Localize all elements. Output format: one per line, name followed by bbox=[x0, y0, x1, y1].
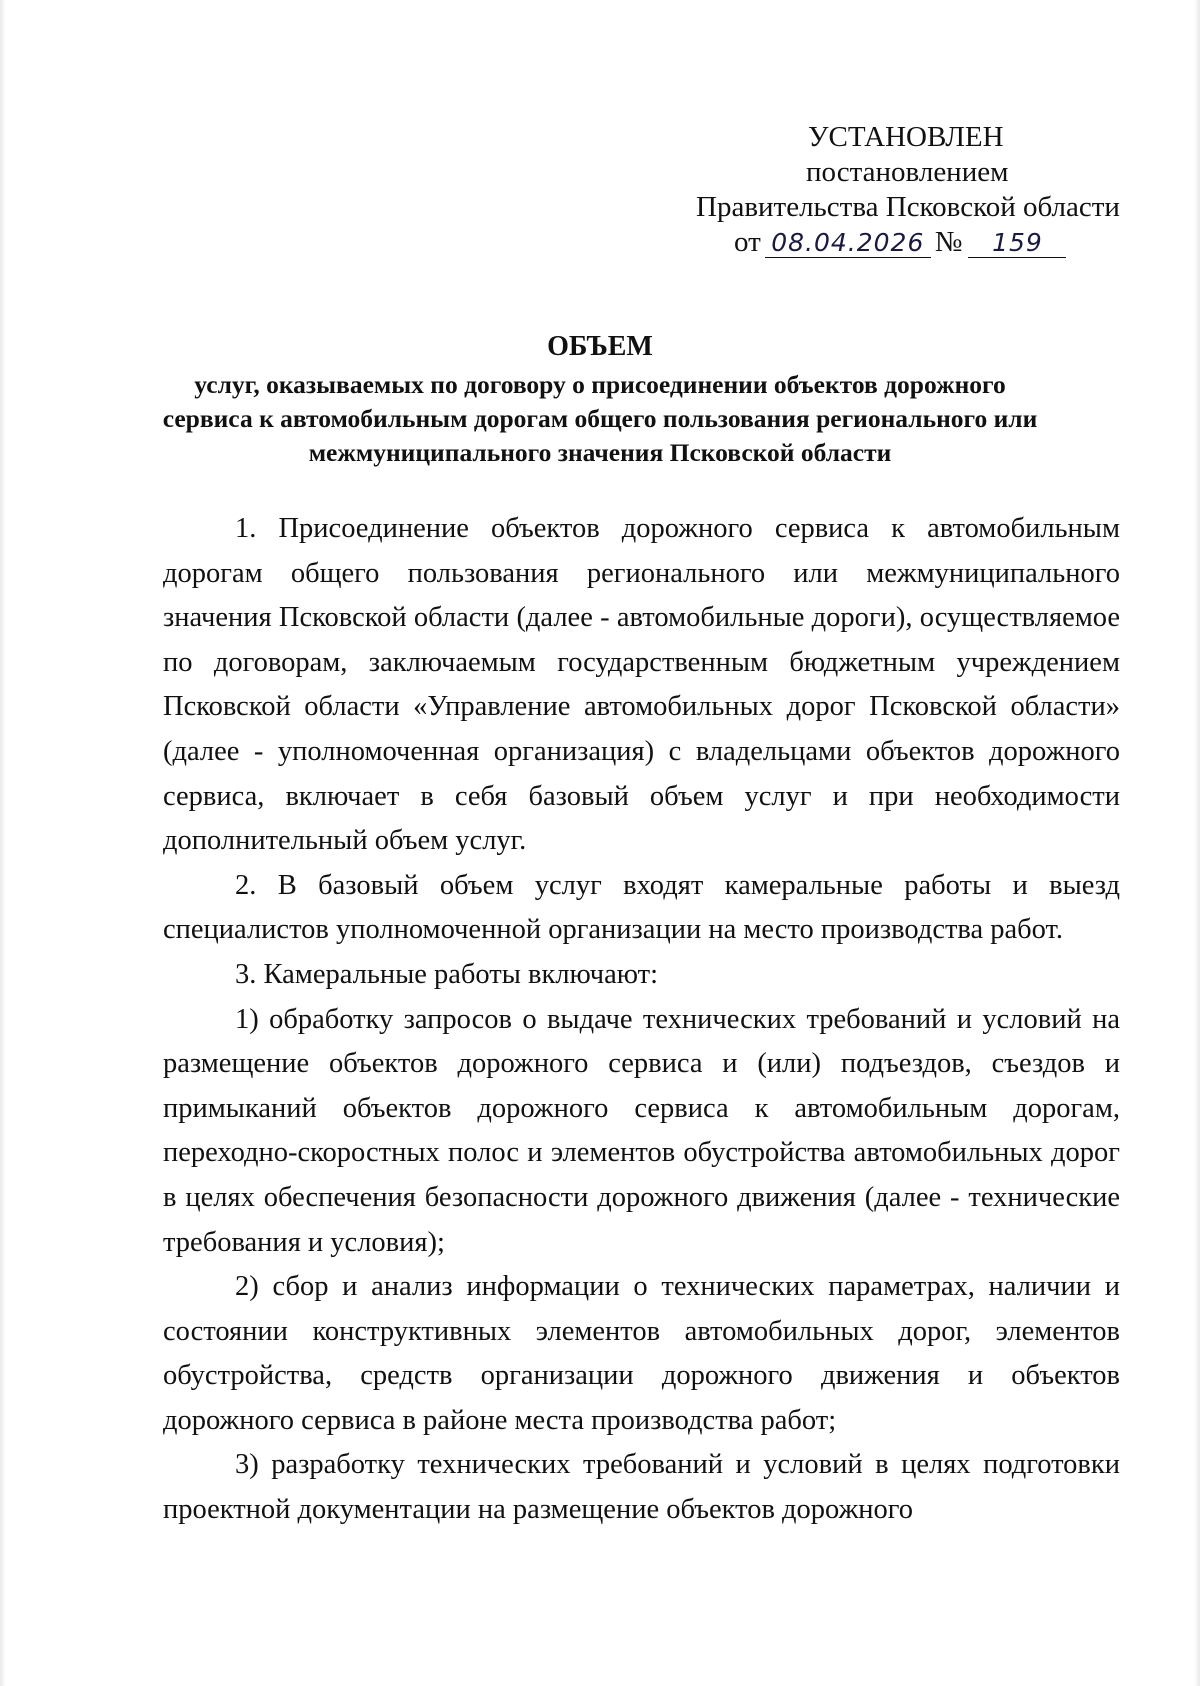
number-sign: № bbox=[934, 226, 963, 258]
approval-stamp-block bbox=[640, 120, 1120, 260]
scan-edge-left bbox=[0, 0, 6, 1686]
paragraph-3: 3. Камеральные работы включают: bbox=[235, 958, 659, 990]
paragraph-1: 1. Присоединение объектов дорожного сервиса к автомобильным дорогам общего пользования регионального или межмуниципального значения Псковской области (далее - автомобильные дороги), осуществляемое по договорам, заключаемым государственным бюджетным учреждением Псковской области «Управление автомобильных дорог Псковской области» (далее - уполномоченная организация) с владельцами объектов дорожного сервиса, включает в себя базовый объем услуг и при необходимости дополнительный объем услуг. bbox=[163, 513, 1120, 857]
approval-date-number-line bbox=[640, 225, 1120, 260]
handwritten-number: 159 bbox=[968, 229, 1066, 258]
document-body bbox=[163, 507, 1120, 1533]
handwritten-date: 08.04.2026 bbox=[765, 229, 931, 258]
paragraph-3-item-3: 3) разработку технических требований и условий в целях подготовки проектной документации на размещение объектов дорожного bbox=[163, 1449, 1120, 1526]
paragraph-2: 2. В базовый объем услуг входят камеральные работы и выезд специалистов уполномоченной организации на место производства работ. bbox=[163, 869, 1120, 946]
approval-heading: УСТАНОВЛЕН bbox=[808, 121, 1004, 153]
approval-authority: Правительства Псковской области bbox=[696, 191, 1120, 223]
document-title-block bbox=[150, 330, 1050, 470]
document-subtitle: услуг, оказываемых по договору о присоединении объектов дорожного сервиса к автомобильным дорогам общего пользования регионального или межмуниципального значения Псковской области bbox=[162, 370, 1038, 467]
date-prefix: от bbox=[734, 226, 761, 258]
scan-edge-right bbox=[1194, 0, 1200, 1686]
paragraph-3-item-2: 2) сбор и анализ информации о технических параметрах, наличии и состоянии конструктивных элементов автомобильных дорог, элементов обустройства, средств организации дорожного движения и объектов дорожного сервиса в районе места производства работ; bbox=[163, 1271, 1120, 1436]
paragraph-3-item-1: 1) обработку запросов о выдаче технических требований и условий на размещение объектов дорожного сервиса и (или) подъездов, съездов и примыканий объектов дорожного сервиса к автомобильным дорогам, переходно-скоростных полос и элементов обустройства автомобильных дорог в целях обеспечения безопасности дорожного движения (далее - технические требования и условия); bbox=[163, 1003, 1120, 1258]
document-title: ОБЪЕМ bbox=[547, 331, 653, 362]
approval-by-line: постановлением bbox=[806, 156, 1009, 188]
